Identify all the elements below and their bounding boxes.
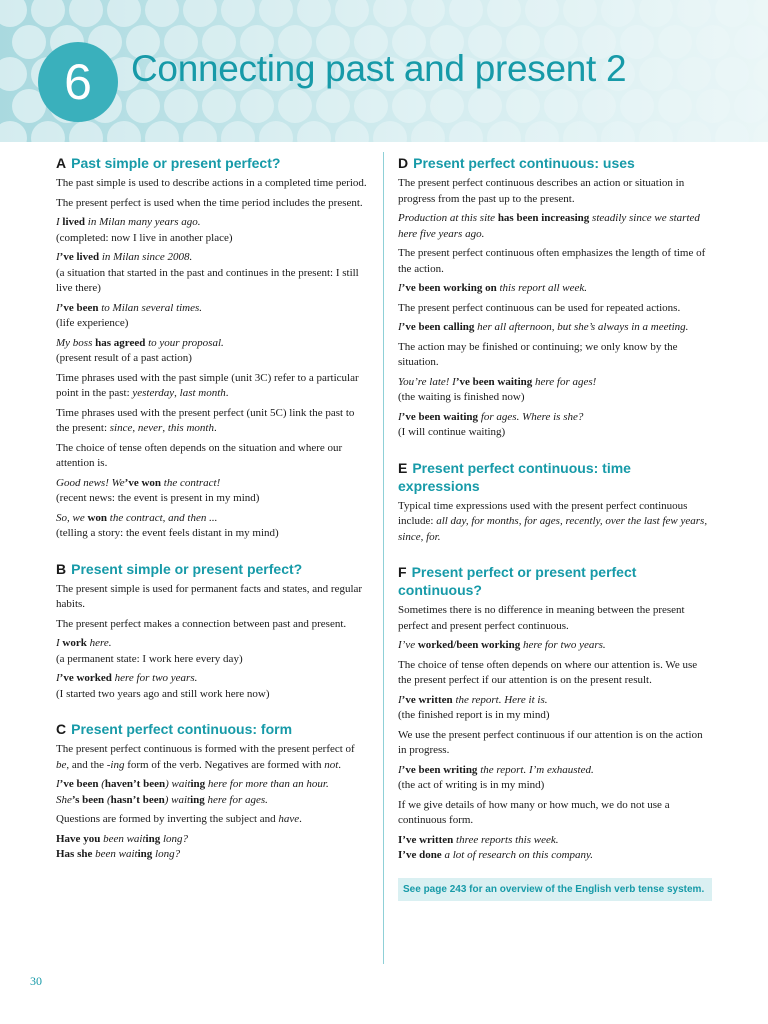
decorative-dot bbox=[677, 0, 711, 27]
paragraph: The past simple is used to describe actions in a completed time period. bbox=[56, 177, 367, 189]
example: I lived in Milan many years ago. bbox=[56, 216, 201, 228]
decorative-dot bbox=[202, 89, 236, 123]
decorative-dot bbox=[449, 121, 483, 142]
paragraph: We use the present perfect continuous if our attention is on the action in progress. bbox=[398, 728, 703, 756]
page-number: 30 bbox=[30, 974, 42, 988]
cross-reference-callout: See page 243 for an overview of the English verb tense system. bbox=[398, 878, 712, 901]
decorative-dot bbox=[525, 121, 559, 142]
decorative-dot bbox=[373, 0, 407, 27]
example: Production at this site has been increasing steadily since we started here five years ago. bbox=[398, 212, 700, 240]
decorative-dot bbox=[449, 0, 483, 27]
page-title: Connecting past and present 2 bbox=[131, 48, 627, 89]
example-note: (completed: now I live in another place) bbox=[56, 231, 233, 244]
example: Have you been waiting long? bbox=[56, 832, 189, 845]
decorative-dot bbox=[525, 0, 559, 27]
section-f bbox=[398, 563, 713, 901]
decorative-dot bbox=[259, 121, 293, 142]
decorative-dot bbox=[563, 121, 597, 142]
decorative-dot bbox=[582, 89, 616, 123]
decorative-dot bbox=[297, 0, 331, 27]
decorative-dot bbox=[468, 89, 502, 123]
decorative-dot bbox=[411, 121, 445, 142]
decorative-dot bbox=[563, 0, 597, 27]
example: I’ve been writing the report. I’m exhausted. bbox=[398, 763, 594, 776]
example: I’ve written the report. Here it is. bbox=[398, 693, 548, 706]
section-a bbox=[56, 154, 370, 542]
decorative-dot bbox=[240, 89, 274, 123]
paragraph: The choice of tense often depends on where our attention is. We use the present perfect if our attention is on the present result. bbox=[398, 658, 698, 686]
example-note: (recent news: the event is present in my mind) bbox=[56, 492, 260, 504]
example-note: (I will continue waiting) bbox=[398, 426, 506, 438]
decorative-dot bbox=[753, 57, 768, 91]
paragraph: Typical time expressions used with the present perfect continuous include: all day, for months, for ages, recently, over the last few years, since, for. bbox=[398, 499, 708, 543]
example-note: (the waiting is finished now) bbox=[398, 391, 525, 403]
paragraph: Time phrases used with the present perfect (unit 5C) link the past to the present: since, never, this month. bbox=[56, 406, 355, 434]
example: She’s been (hasn’t been) waiting here for ages. bbox=[56, 793, 268, 806]
decorative-dot bbox=[0, 57, 27, 91]
decorative-dot bbox=[506, 89, 540, 123]
example-note: (a permanent state: I work here every day) bbox=[56, 652, 243, 665]
example: So, we won the contract, and then ... bbox=[56, 511, 218, 524]
paragraph: If we give details of how many or how much, we do not use a continuous form. bbox=[398, 798, 670, 826]
decorative-dot bbox=[696, 25, 730, 59]
decorative-dot bbox=[658, 89, 692, 123]
paragraph: Sometimes there is no difference in meaning between the present perfect and present perfect continuous. bbox=[398, 604, 685, 632]
section-heading: E Present perfect continuous: time expressions bbox=[398, 459, 631, 494]
example: I’ve lived in Milan since 2008. bbox=[56, 251, 193, 263]
decorative-dot bbox=[316, 89, 350, 123]
decorative-dot bbox=[183, 121, 217, 142]
example-note: (present result of a past action) bbox=[56, 352, 192, 364]
decorative-dot bbox=[544, 89, 578, 123]
decorative-dot bbox=[639, 57, 673, 91]
example: Has she been waiting long? bbox=[56, 848, 181, 860]
example-note: (I started two years ago and still work here now) bbox=[56, 687, 270, 700]
decorative-dot bbox=[392, 89, 426, 123]
decorative-dot bbox=[69, 121, 103, 142]
section-c bbox=[56, 720, 370, 863]
section-heading: B Present simple or present perfect? bbox=[56, 560, 303, 577]
example: I’ve written three reports this week. bbox=[398, 833, 559, 846]
decorative-dot bbox=[107, 0, 141, 27]
decorative-dot bbox=[677, 121, 711, 142]
decorative-dot bbox=[715, 0, 749, 27]
decorative-dot bbox=[715, 121, 749, 142]
decorative-dot bbox=[411, 0, 445, 27]
example: You’re late! I’ve been waiting here for ages! bbox=[398, 375, 597, 388]
example: I’ve been calling her all afternoon, but she’s always in a meeting. bbox=[398, 321, 689, 333]
paragraph: The present perfect is used when the time period includes the present. bbox=[56, 196, 363, 209]
paragraph: The present perfect makes a connection between past and present. bbox=[56, 617, 347, 630]
decorative-dot bbox=[259, 0, 293, 27]
example: I work here. bbox=[56, 637, 112, 649]
section-heading: D Present perfect continuous: uses bbox=[398, 155, 635, 171]
decorative-dot bbox=[601, 121, 635, 142]
decorative-dot bbox=[658, 25, 692, 59]
decorative-dot bbox=[430, 89, 464, 123]
example-note: (the act of writing is in my mind) bbox=[398, 779, 545, 791]
decorative-dot bbox=[639, 121, 673, 142]
decorative-dot bbox=[126, 89, 160, 123]
example: I’ve been to Milan several times. bbox=[56, 301, 203, 314]
decorative-dot bbox=[183, 0, 217, 27]
decorative-dot bbox=[696, 89, 730, 123]
paragraph: The present perfect continuous often emphasizes the length of time of the action. bbox=[398, 247, 706, 275]
paragraph: The action may be finished or continuing; we only know by the situation. bbox=[398, 340, 678, 368]
example: I’ve been (haven’t been) waiting here for more than an hour. bbox=[56, 778, 329, 790]
decorative-dot bbox=[164, 89, 198, 123]
section-d bbox=[398, 154, 713, 441]
section-b bbox=[56, 560, 370, 703]
right-column bbox=[398, 154, 713, 919]
example-note: (life experience) bbox=[56, 317, 129, 329]
decorative-dot bbox=[753, 121, 768, 142]
paragraph: Questions are formed by inverting the subject and have. bbox=[56, 813, 302, 825]
example: I’ve been working on this report all week. bbox=[398, 282, 588, 294]
example: I’ve worked/been working here for two years. bbox=[398, 639, 606, 651]
decorative-dot bbox=[31, 0, 65, 27]
decorative-dot bbox=[335, 121, 369, 142]
decorative-dot bbox=[31, 121, 65, 142]
paragraph: The present perfect continuous describes an action or situation in progress from the past up to the present. bbox=[398, 177, 685, 205]
decorative-dot bbox=[677, 57, 711, 91]
left-column bbox=[56, 154, 370, 881]
example: I’ve done a lot of research on this company. bbox=[398, 849, 594, 861]
decorative-dot bbox=[221, 0, 255, 27]
section-e bbox=[398, 459, 713, 546]
decorative-dot bbox=[297, 121, 331, 142]
example: My boss has agreed to your proposal. bbox=[56, 336, 224, 349]
decorative-dot bbox=[145, 0, 179, 27]
paragraph: The present perfect continuous can be used for repeated actions. bbox=[398, 301, 681, 314]
decorative-dot bbox=[639, 0, 673, 27]
example-note: (a situation that started in the past and continues in the present: I still live there) bbox=[56, 266, 359, 294]
decorative-dot bbox=[221, 121, 255, 142]
paragraph: The present perfect continuous is formed with the present perfect of be, and the -ing form of the verb. Negatives are formed with not. bbox=[56, 743, 355, 771]
example: I’ve worked here for two years. bbox=[56, 672, 198, 684]
decorative-dot bbox=[107, 121, 141, 142]
decorative-dot bbox=[715, 57, 749, 91]
section-heading: F Present perfect or present perfect continuous? bbox=[398, 564, 637, 598]
decorative-dot bbox=[0, 0, 27, 27]
section-heading: C Present perfect continuous: form bbox=[56, 721, 293, 737]
decorative-dot bbox=[12, 25, 46, 59]
example: Good news! We’ve won the contract! bbox=[56, 476, 221, 489]
decorative-dot bbox=[487, 0, 521, 27]
decorative-dot bbox=[753, 0, 768, 27]
paragraph: The present simple is used for permanent facts and states, and regular habits. bbox=[56, 582, 363, 610]
decorative-dot bbox=[0, 121, 27, 142]
decorative-dot bbox=[620, 89, 654, 123]
decorative-dot bbox=[734, 25, 768, 59]
decorative-dot bbox=[69, 0, 103, 27]
column-divider bbox=[383, 152, 384, 964]
decorative-dot bbox=[601, 0, 635, 27]
unit-number-badge: 6 bbox=[38, 42, 118, 122]
decorative-dot bbox=[145, 121, 179, 142]
example: I’ve been waiting for ages. Where is she? bbox=[398, 410, 584, 423]
paragraph: The choice of tense often depends on the situation and where our attention is. bbox=[56, 441, 343, 469]
paragraph: Time phrases used with the past simple (unit 3C) refer to a particular point in the past: yesterday, last month. bbox=[56, 371, 359, 399]
decorative-dot bbox=[354, 89, 388, 123]
example-note: (telling a story: the event feels distant in my mind) bbox=[56, 527, 279, 539]
decorative-dot bbox=[373, 121, 407, 142]
decorative-dot bbox=[335, 0, 369, 27]
section-heading: A Past simple or present perfect? bbox=[56, 155, 281, 171]
decorative-dot bbox=[487, 121, 521, 142]
unit-header bbox=[0, 0, 768, 142]
decorative-dot bbox=[278, 89, 312, 123]
example-note: (the finished report is in my mind) bbox=[398, 709, 550, 721]
decorative-dot bbox=[734, 89, 768, 123]
